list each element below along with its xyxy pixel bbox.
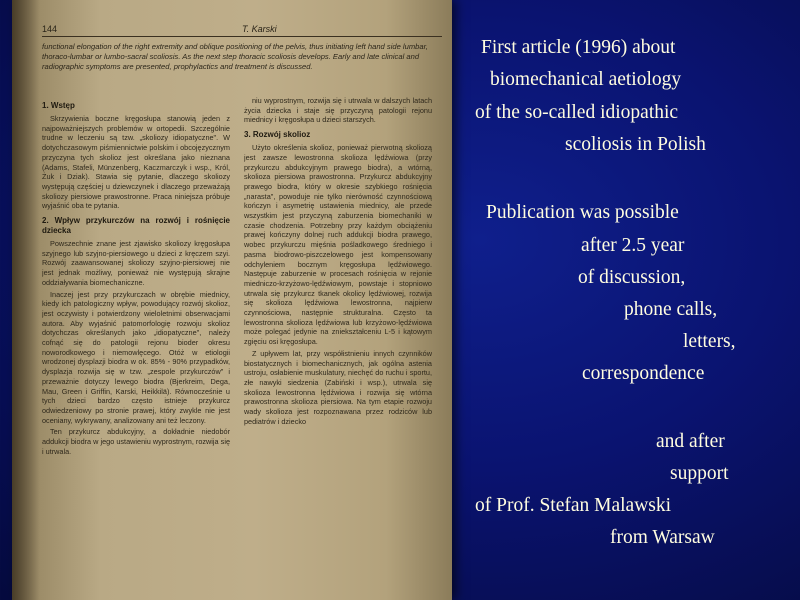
section-heading: 1. Wstęp [42,101,75,110]
slide-line: biomechanical aetiology [490,69,682,90]
section-heading: 2. Wpływ przykurczów na rozwój i rośnięcie dziecka [42,216,230,236]
slide-line: from Warsaw [610,527,715,548]
slide-line: scoliosis in Polish [565,134,706,155]
paragraph: Z upływem lat, przy współistnieniu innych czynników biostatycznych i biomechanicznych, jak ogólna astenia ustroju, osłabienie muskulatury, niechęć do ruchu i sportu, złe nawyki siedzenia (Zabiński i wsp.), utrwala się skolioza lewostronna lędźwiowa i rozwija się wtórna prawostronna skolioza piersiowa. Na tym etapie rozwoju wady skolioza jest rozpoznawana przez rodziców lub pediatrów i dziecko [244,348,432,426]
page-number: 144 [42,24,58,34]
slide-line: after 2.5 year [581,235,685,256]
slide-line: of the so-called idiopathic [475,102,679,123]
slide-line: letters, [683,331,736,352]
paragraph: Skrzywienia boczne kręgosłupa stanowią jeden z najpoważniejszych problemów w ortopedii. Szczególnie trudne w leczeniu są tzw. „skoliozy idiopatyczne". W dotychczasowym piśmiennictwie polskim i obcojęzycznym przyczyna tych skolioz jest określana jako nieznana (Adams, Stafeli, Münzenberg, Kaczmarczyk i wsp., Król, Żuk i Dziak). Stawia się pytanie, dlaczego skoliozy występują częściej u dziewczynek i dlaczego przeważają skoliozy piersiowe prawostronne. Praca niniejsza próbuje wyjaśnić oba te pytania. [42,114,230,211]
paragraph: Inaczej jest przy przykurczach w obrębie miednicy, kiedy ich patologiczny wpływ, powodujący rozwój skolioz, jest oczywisty i potwierdzony wieloletnimi obserwacjami autora. Aby wyjaśnić patomorfologię rozwoju skolioz dotychczas określanych jako „idiopatyczne", należy cofnąć się do patologii rejonu bioder okresu noworodkowego i niemowlęcego. Otóż w etiologii wrodzonej dysplazji biodra w ok. 85% - 90% przypadków, dysplazja rozwija się w tzw. „zespole przykurczów" i przeważnie dotyczy lewego biodra (Bjerkreim, Dega, Mau, Green i Griffin, Karski, Heikkilä). Równocześnie u tych dzieci bardzo często istnieje przykurcz odwiedzeniowy po stronie prawej, który zwykle nie jest oceniany, wykrywany, analizowany ani też leczony. [42,289,230,425]
paragraph: niu wyprostnym, rozwija się i utrwala w dalszych latach życia dziecka i staje się przyczyną patologii rejonu miednicy i kręgosłupa u dzieci starszych. [244,96,432,125]
slide-line: First article (1996) about [481,37,676,58]
slide-line: support [670,463,729,484]
slide-line: of discussion, [578,267,686,288]
slide-line: and after [656,431,725,452]
article-left-column [42,96,230,600]
paragraph: Ten przykurcz abdukcyjny, a dokładnie niedobór addukcji biodra w jego ustawieniu wyprostnym, rozwija się i utrwala. [42,427,230,456]
paragraph: Powszechnie znane jest zjawisko skoliozy kręgosłupa szyjnego lub szyjno-piersiowego u dzieci z kręczem szyi. Rozwój zaawansowanej skoliozy szyjno-piersiowej nie jest jednak możliwy, ponieważ nie występują skrajne oddziaływania biomechaniczne. [42,239,230,287]
paragraph: Użyto określenia skolioz, ponieważ pierwotną skoliozą jest zawsze lewostronna skolioza lędźwiowa (przy przykurczu abdukcyjnym prawego biodra), a wtórną, skolioza piersiowa prawostronna. Przykurcz abdukcyjny prawego biodra, który w okresie szybkiego rośnięcia „narasta", powoduje nie tylko nierówność czynnościową kończyn i asymetrię ustawienia miednicy, ale przede wszystkim jest przyczyną zaburzenia biomechaniki w czasie chodzenia. Potrzebny przy każdym obciążeniu prawej kończyny dolnej ruch addukcji biodra prawego, wobec przykurczu mięśnia pośladkowego średniego i pasma biodrowo-piszczelowego jest kompensowany odchyleniem bocznym kręgosłupa lędźwiowego. Następuje zaburzenie w procesach rośnięcia w rejonie miedniczo-krzyżowo-lędźwiowym, powstaje i stopniowo utrwala się przykurcz tkanek okolicy lędźwiowej, rozwija się skolioza lędźwiowa lewostronna, najpierw czynnościowa, następnie strukturalna. Często ta lewostronna skolioza lędźwiowa lub krzyżowo-lędźwiowa może polegać jedynie na zniekształceniu L-5 i kątowym zgięciu osi kręgosłupa. [244,143,432,347]
scanned-article-page [12,0,452,600]
slide-line: of Prof. Stefan Malawski [475,495,672,516]
article-right-column [244,96,432,600]
slide-line: Publication was possible [486,202,679,223]
running-head-author: T. Karski [242,24,277,34]
abstract-text: functional elongation of the right extremity and oblique positioning of the pelvis, thus initiating left hand side lumbar, thoraco-lumbar or lumbo-sacral scoliosis. As the next step thoracic scoliosis develops. Early and late clinical and radiographic symptoms are presented, prophylactics and treatment is discussed. [42,42,428,72]
section-heading: 3. Rozwój skolioz [244,130,311,140]
slide-line: correspondence [582,363,705,384]
slide-text-block [455,30,785,590]
page-header [42,22,442,37]
slide-line: phone calls, [624,299,718,320]
